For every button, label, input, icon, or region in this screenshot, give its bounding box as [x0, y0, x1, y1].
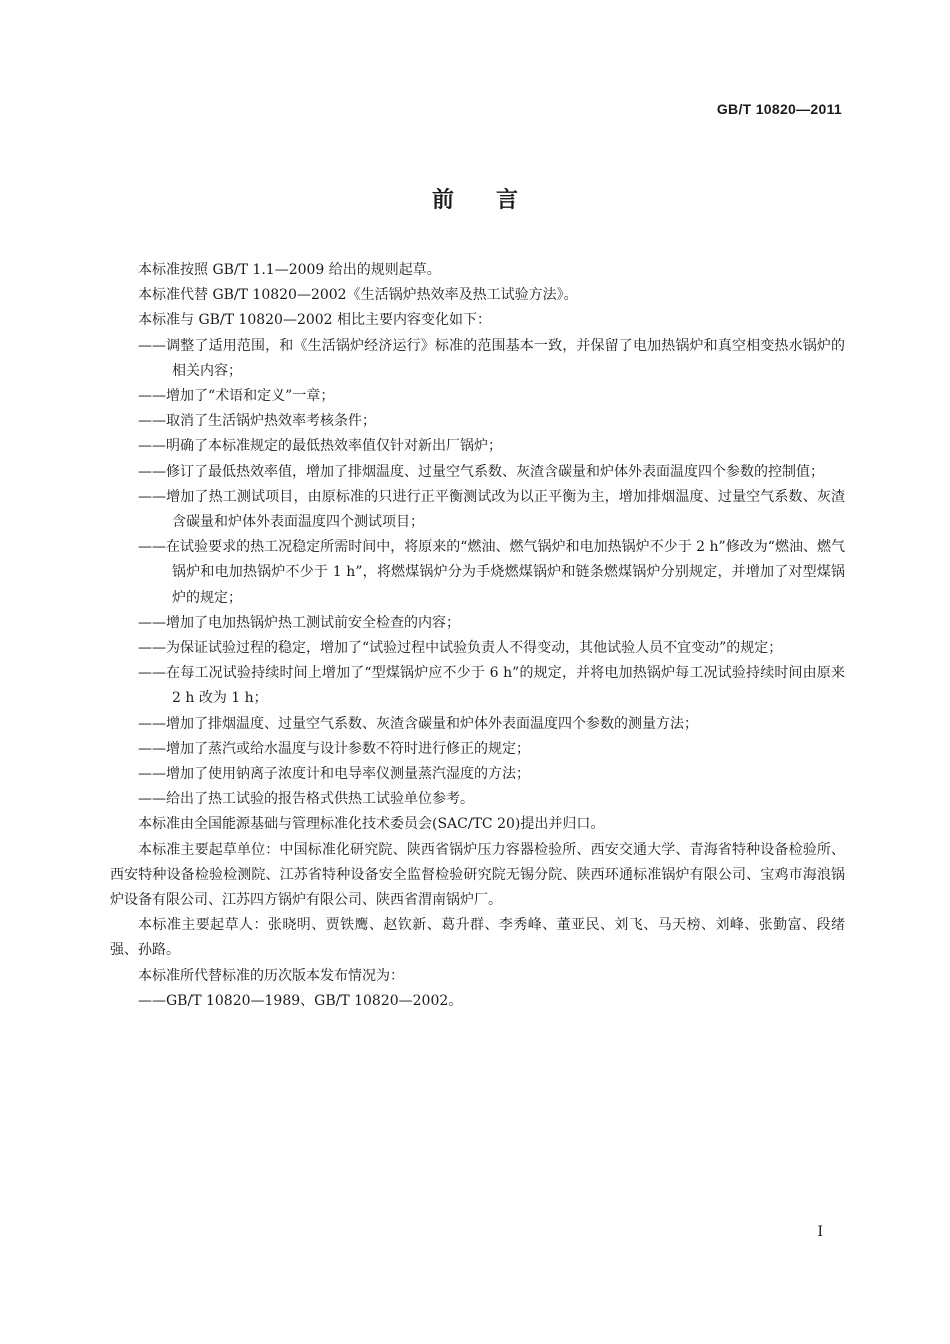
change-item: ——给出了热工试验的报告格式供热工试验单位参考。 [138, 791, 474, 808]
drafters-paragraph: 本标准主要起草人：张晓明、贾铁鹰、赵钦新、葛升群、李秀峰、董亚民、刘飞、马天榜、刘峰、张勤富、段绪强、孙路。 [110, 917, 845, 959]
document-body [110, 258, 845, 1014]
history-paragraph: 本标准所代替标准的历次版本发布情况为： [138, 967, 404, 984]
change-item: ——为保证试验过程的稳定，增加了“试验过程中试验负责人不得变动，其他试验人员不宜变动”的规定； [138, 640, 783, 657]
intro-paragraph: 本标准按照 GB/T 1.1—2009 给出的规则起草。 [138, 262, 441, 278]
change-item: ——增加了“术语和定义”一章； [138, 388, 335, 405]
change-item: ——增加了使用钠离子浓度计和电导率仪测量蒸汽湿度的方法； [138, 766, 530, 783]
history-item: ——GB/T 10820—1989、GB/T 10820—2002。 [138, 992, 463, 1009]
change-item: ——增加了蒸汽或给水温度与设计参数不符时进行修正的规定； [138, 740, 530, 757]
change-item: ——修订了最低热效率值，增加了排烟温度、过量空气系数、灰渣含碳量和炉体外表面温度四个参数的控制值； [138, 463, 824, 480]
change-item: ——调整了适用范围，和《生活锅炉经济运行》标准的范围基本一致，并保留了电加热锅炉和真空相变热水锅炉的相关内容； [138, 337, 845, 379]
change-item: ——增加了排烟温度、过量空气系数、灰渣含碳量和炉体外表面温度四个参数的测量方法； [138, 715, 698, 732]
change-item: ——在每工况试验持续时间上增加了“型煤锅炉应不少于 6 h”的规定，并将电加热锅炉每工况试验持续时间由原来 2 h 改为 1 h； [138, 665, 845, 707]
change-item: ——明确了本标准规定的最低热效率值仅针对新出厂锅炉； [138, 438, 502, 455]
change-item: ——增加了电加热锅炉热工测试前安全检查的内容； [138, 614, 460, 631]
standard-number: GB/T 10820—2011 [716, 101, 842, 117]
intro-paragraph: 本标准代替 GB/T 10820—2002《生活锅炉热效率及热工试验方法》。 [138, 287, 578, 304]
intro-paragraph: 本标准与 GB/T 10820—2002 相比主要内容变化如下： [138, 312, 492, 329]
drafting-units-paragraph: 本标准主要起草单位：中国标准化研究院、陕西省锅炉压力容器检验所、西安交通大学、青海省特种设备检验所、西安特种设备检验检测院、江苏省特种设备安全监督检验研究院无锡分院、陕西环通标准锅炉有限公司、宝鸡市海浪锅炉设备有限公司、江苏四方锅炉有限公司、陕西省渭南锅炉厂。 [110, 841, 845, 909]
page-title: 前言 [431, 188, 560, 213]
committee-paragraph: 本标准由全国能源基础与管理标准化技术委员会(SAC/TC 20)提出并归口。 [138, 816, 605, 833]
change-item: ——增加了热工测试项目，由原标准的只进行正平衡测试改为以正平衡为主，增加排烟温度、过量空气系数、灰渣含碳量和炉体外表面温度四个测试项目； [138, 488, 845, 531]
change-item: ——在试验要求的热工况稳定所需时间中，将原来的“燃油、燃气锅炉和电加热锅炉不少于 2 h”修改为“燃油、燃气锅炉和电加热锅炉不少于 1 h”，将燃煤锅炉分为手烧燃煤锅炉和链条燃煤锅炉分别规定，并增加了对型煤锅炉的规定； [138, 539, 845, 606]
page-number: I [817, 1224, 823, 1240]
change-item: ——取消了生活锅炉热效率考核条件； [138, 413, 376, 430]
